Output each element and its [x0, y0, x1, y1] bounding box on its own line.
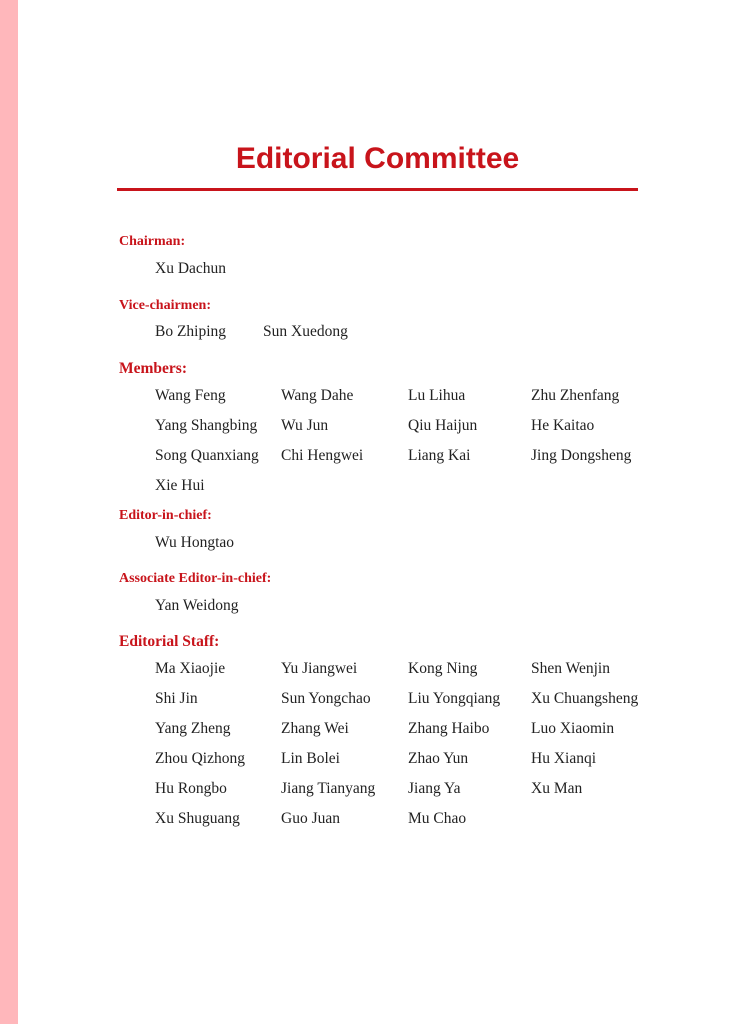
editorial-staff-label: Editorial Staff:: [119, 633, 220, 650]
editor-in-chief-label: Editor-in-chief:: [119, 508, 212, 523]
staff-name: Zhang Wei: [281, 720, 349, 737]
staff-name: Zhou Qizhong: [155, 750, 245, 767]
member-name: Jing Dongsheng: [531, 447, 632, 464]
title-underline: [117, 188, 638, 191]
member-name: Lu Lihua: [408, 387, 466, 404]
vice-chairman-name: Sun Xuedong: [263, 323, 348, 340]
member-name: Liang Kai: [408, 447, 471, 464]
page-title: Editorial Committee: [235, 142, 520, 175]
staff-name: Ma Xiaojie: [155, 660, 226, 677]
vice-chairmen-label: Vice-chairmen:: [119, 298, 211, 313]
staff-name: Hu Rongbo: [155, 780, 227, 797]
staff-name: Zhang Haibo: [408, 720, 490, 737]
staff-name: Hu Xianqi: [531, 750, 597, 767]
vice-chairman-name: Bo Zhiping: [155, 323, 227, 340]
staff-name: Luo Xiaomin: [531, 720, 615, 737]
associate-editor-in-chief-label: Associate Editor-in-chief:: [119, 571, 272, 586]
member-name: Zhu Zhenfang: [531, 387, 620, 404]
staff-name: Lin Bolei: [281, 750, 340, 767]
staff-name: Xu Shuguang: [155, 810, 240, 827]
staff-name: Zhao Yun: [408, 750, 469, 767]
members-label: Members:: [119, 360, 187, 377]
member-name: Wang Feng: [155, 387, 226, 404]
chairman-name: Xu Dachun: [155, 260, 227, 277]
staff-name: Kong Ning: [408, 660, 478, 677]
member-name: Xie Hui: [155, 477, 205, 494]
staff-name: Xu Man: [531, 780, 583, 797]
member-name: Qiu Haijun: [408, 417, 478, 434]
staff-name: Yu Jiangwei: [281, 660, 358, 677]
editor-in-chief-name: Wu Hongtao: [155, 534, 235, 551]
member-name: Wu Jun: [281, 417, 329, 434]
staff-name: Mu Chao: [408, 810, 467, 827]
chairman-label: Chairman:: [119, 234, 186, 249]
staff-name: Liu Yongqiang: [408, 690, 501, 707]
associate-editor-in-chief-name: Yan Weidong: [155, 597, 239, 614]
staff-name: Xu Chuangsheng: [531, 690, 639, 707]
staff-name: Shi Jin: [155, 690, 198, 707]
staff-name: Jiang Ya: [408, 780, 461, 797]
member-name: Yang Shangbing: [155, 417, 258, 434]
staff-name: Guo Juan: [281, 810, 340, 827]
staff-name: Sun Yongchao: [281, 690, 371, 707]
member-name: Song Quanxiang: [155, 447, 259, 464]
staff-name: Shen Wenjin: [531, 660, 610, 677]
staff-name: Jiang Tianyang: [281, 780, 376, 797]
member-name: Wang Dahe: [281, 387, 354, 404]
staff-name: Yang Zheng: [155, 720, 231, 737]
member-name: He Kaitao: [531, 417, 595, 434]
member-name: Chi Hengwei: [281, 447, 364, 464]
